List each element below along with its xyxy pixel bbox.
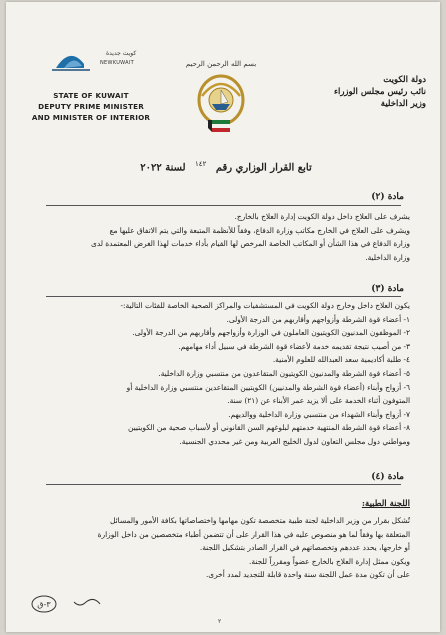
new-kuwait-logo [50, 42, 146, 74]
logo-arabic-text: كويت جديدة [106, 50, 137, 57]
article-3-intro: يكون العلاج داخل وخارج دولة الكويت في المستشفيات والمراكز الصحية الخاصة للفئات التالية:- [120, 301, 410, 310]
article-3-item: ٦- أزواج وأبناء (أعضاء قوة الشرطة والمدنيين) الكويتيين المتقاعدين منتسبي وزارة الداخلية أو [126, 382, 410, 392]
article-4-heading: مادة (٤) [371, 472, 404, 482]
article-3-item: ٤- طلبة أكاديمية سعد العبدالله للعلوم الأمنية. [272, 355, 410, 365]
article-3-item: المتوفون أثناء الخدمة على ألا يزيد عمر الأبناء عن (٢١) سنة. [227, 396, 410, 406]
article-2-line: وزارة الدفاع في هذا الشأن أو المكاتب الخاصة المرخص لها القيام بأداء خدمات لهذا الغرض المعتمدة لدى [91, 239, 410, 249]
header-english-line: AND MINISTER OF INTERIOR [31, 113, 151, 122]
article-3-heading: مادة (٣) [371, 284, 404, 294]
header-arabic-block [306, 74, 426, 110]
article-4-line: ويكون ممثل إدارة العلاج بالخارج عضواً ومقرراً للجنة. [249, 556, 410, 566]
article-3-item: ٧- أزواج وأبناء الشهداء من منتسبي وزارة الداخلية ووالديهم. [228, 409, 410, 419]
article-3-text [40, 299, 410, 449]
decree-title [66, 160, 386, 173]
article-4-line: تُشكل بقرار من وزير الداخلية لجنة طبية متخصصة تكون مهامها واختصاصاتها بكافة الأمور والمسائل [109, 516, 410, 525]
document-page [6, 2, 440, 632]
page-number: ٢ [218, 618, 222, 625]
article-3-divider [46, 296, 401, 297]
header-arabic-line: وزير الداخلية [380, 99, 426, 109]
signature-mark: ٣-ق [37, 600, 51, 609]
article-3-item: ٣- من أصيب نتيجة تقديمه خدمة لأعضاء قوة الشرطة في سبيل أداء مهامهم. [178, 341, 410, 351]
decree-number: ١٤٢ [195, 160, 207, 168]
article-2-line: ويشرف على العلاج في الخارج مكاتب وزارة الدفاع، وفقاً للأنظمة المتبعة والتي يتم الاتفاق عليها مع [109, 225, 410, 235]
article-3-item: ٢- الموظفون المدنيون الكويتيون العاملون في الوزارة وأزواجهم وأقاربهم من الدرجة الأولى. [132, 328, 410, 338]
article-4-text [40, 514, 410, 582]
signature-initials [30, 592, 120, 616]
article-4-line: على أن تكون مدة عمل اللجنة سنة واحدة قابلة للتجديد لمدد أخرى. [205, 570, 410, 580]
article-2-line: وزارة الداخلية. [365, 252, 410, 262]
header-english-block [16, 90, 166, 123]
article-3-item: ٨- أعضاء قوة الشرطة المنتهية خدمتهم لبلوغهم السن القانوني أو لأسباب صحية من الكويتيين [128, 423, 410, 433]
article-2-line: يشرف على العلاج داخل دولة الكويت إدارة العلاج بالخارج. [234, 212, 410, 221]
article-3-item: ومواطني دول مجلس التعاون لدول الخليج العربية ومن غير محددي الجنسية. [179, 436, 410, 446]
header-arabic-line: دولة الكويت [383, 75, 426, 85]
article-3-item: ٥- أعضاء قوة الشرطة والمدنيون الكويتيون المتقاعدون من منتسبي وزارة الداخلية. [158, 368, 410, 378]
logo-english-text: NEWKUWAIT [100, 60, 134, 66]
article-4-line: المتعلقة بها وفقاً لما هو منصوص عليه في هذا القرار على أن تتضمن أطباء متخصصين من داخل الوزارة [97, 529, 410, 539]
article-4-divider [46, 484, 401, 485]
header-arabic-line: نائب رئيس مجلس الوزراء [333, 87, 426, 97]
kuwait-emblem-icon [194, 70, 248, 136]
article-3-item: ١- أعضاء قوة الشرطة وأزواجهم وأقاربهم من الدرجة الأولى. [226, 314, 410, 324]
header-english-line: STATE OF KUWAIT [53, 91, 129, 100]
article-2-divider [46, 205, 401, 206]
title-prefix: تابع القرار الوزاري رقم [215, 162, 312, 174]
article-4-line: أو خارجها، يحدد عددهم وتخصصاتهم في القرار الصادر بتشكيل اللجنة. [199, 543, 410, 553]
article-2-heading: مادة (٢) [371, 192, 404, 202]
article-2-text [40, 210, 410, 264]
title-suffix: لسنة ٢٠٢٢ [140, 162, 186, 174]
header-english-line: DEPUTY PRIME MINISTER [38, 102, 144, 111]
basmala: بسم الله الرحمن الرحيم [185, 60, 257, 68]
medical-committee-heading: اللجنة الطبية: [361, 499, 410, 509]
